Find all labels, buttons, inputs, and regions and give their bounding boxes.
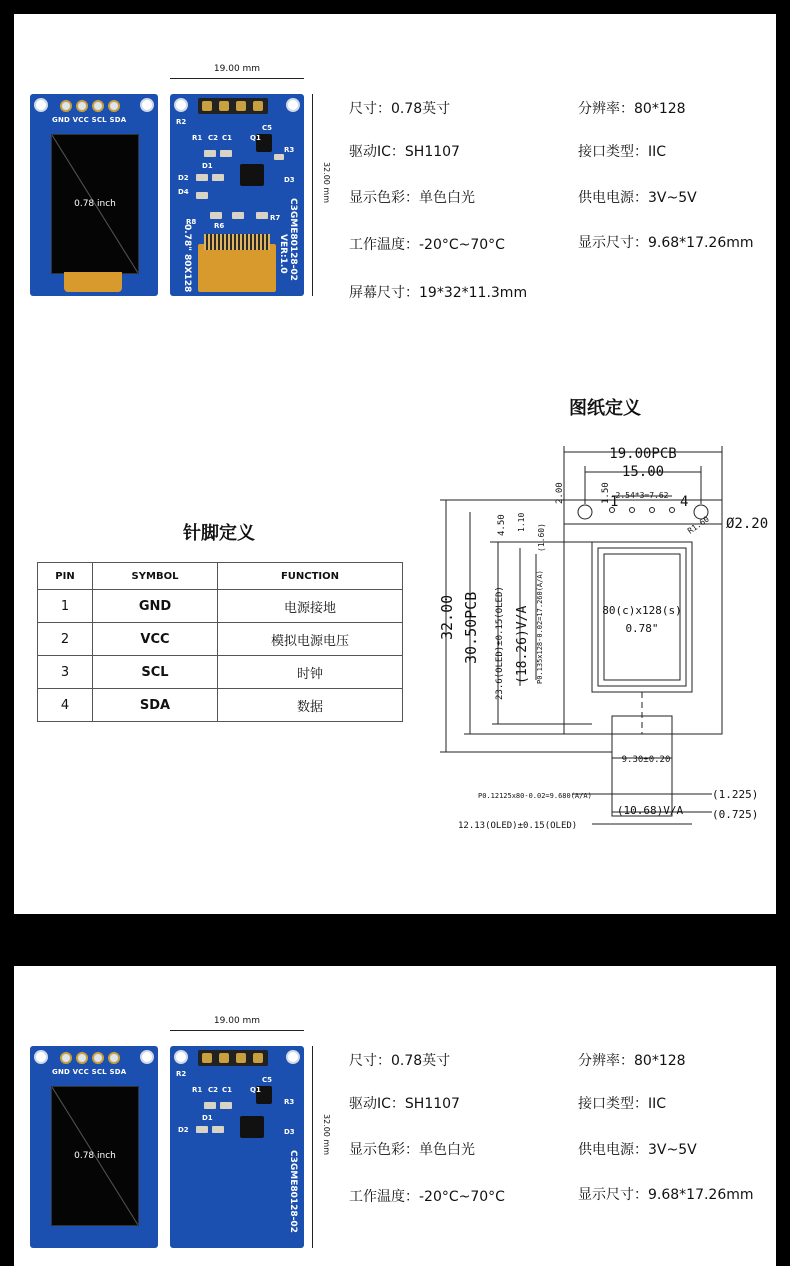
silk-label: C1: [222, 134, 233, 142]
table-header-row: [38, 563, 403, 590]
pin-labels: GND VCC SCL SDA: [52, 1068, 127, 1076]
silk-label: R7: [270, 214, 281, 222]
dim-oled-width: 12.13(OLED)±0.15(OLED): [458, 821, 578, 831]
product-panel-1: [14, 14, 776, 914]
pin-hole: [630, 508, 635, 513]
mount-hole: [174, 1050, 188, 1064]
dim-va-height: (18.26)V/A: [515, 605, 530, 684]
dim-height-30-50: 30.50PCB: [462, 591, 480, 664]
dim-0-725: (0.725): [712, 808, 759, 821]
dim-aa-width: P0.12125x80-0.02=9.680(A/A): [478, 792, 592, 800]
capacitor: [220, 1102, 232, 1109]
table-row: [38, 623, 403, 656]
silk-label: D3: [284, 1128, 295, 1136]
regulator-chip: [240, 164, 264, 186]
dim-hole-diameter: Ø2.20: [726, 516, 769, 532]
fpc-connector: [198, 244, 276, 292]
dim-oled-height: 23.6(OLED)±0.15(OLED): [495, 586, 505, 700]
dim-1-60: (1.60): [537, 523, 546, 552]
silk-label: R8: [186, 218, 197, 226]
module-front-image: [30, 94, 158, 296]
silk-label: R2: [176, 118, 187, 126]
header-pin: [108, 1052, 120, 1064]
oled-screen: [51, 1086, 139, 1226]
module-back-image: [170, 94, 304, 296]
viewing-area: [598, 548, 686, 686]
resolution-label: 80(c)x128(s): [602, 604, 682, 617]
active-area: [604, 554, 680, 680]
dim-1-10: 1.10: [517, 512, 526, 532]
silk-size: 0.78" 80X128: [182, 224, 192, 293]
silk-label: C2: [208, 1086, 219, 1094]
height-dimension: [306, 1046, 332, 1248]
height-dimension-label: 32.00 mm: [322, 161, 332, 204]
pcb-outline: [564, 500, 722, 734]
dim-va-width: (10.68)V/A: [616, 804, 684, 817]
spec-temperature: 工作温度：-20°C~70°C: [349, 1189, 505, 1205]
pin-number: 1: [38, 590, 93, 623]
dim-1-225: (1.225): [712, 788, 759, 801]
dim-radius: R1.60: [685, 514, 711, 536]
spec-resolution: 分辨率：80*128: [578, 1053, 686, 1069]
dimension-drawing: [422, 424, 772, 844]
pin-table-title: 针脚定义: [183, 523, 255, 544]
header-pin: [60, 100, 72, 112]
pin-table: [37, 562, 403, 722]
module-back-image: [170, 1046, 304, 1248]
silk-label: R1: [192, 134, 203, 142]
silk-label: R3: [284, 1098, 295, 1106]
table-row: [38, 656, 403, 689]
spec-power: 供电电源：3V~5V: [578, 1142, 697, 1158]
spec-screen-size: 屏幕尺寸：19*32*11.3mm: [349, 285, 528, 301]
spec-power: 供电电源：3V~5V: [578, 190, 697, 206]
mount-hole: [34, 98, 48, 112]
pin-hole: [650, 508, 655, 513]
mount-hole: [286, 98, 300, 112]
capacitor: [204, 1102, 216, 1109]
dim-height-32: 32.00: [438, 594, 456, 640]
silk-label: C5: [262, 1076, 273, 1084]
capacitor: [220, 150, 232, 157]
oled-screen: [51, 134, 139, 274]
pin-symbol: VCC: [93, 623, 218, 656]
dim-pitch: 2.54*3=7.62: [615, 491, 669, 500]
pin-function: 时钟: [218, 656, 403, 689]
width-dimension: [170, 1016, 304, 1032]
resistor: [274, 154, 284, 160]
mount-hole: [34, 1050, 48, 1064]
spec-driver-ic: 驱动IC：SH1107: [349, 144, 460, 160]
silk-label: D2: [178, 174, 189, 182]
oled-outline: [592, 542, 692, 692]
pin-number: 2: [38, 623, 93, 656]
header-pin: [60, 1052, 72, 1064]
dim-aa-height: P0.135x128-0.02=17.260(A/A): [536, 570, 544, 684]
pin-header: [198, 1050, 268, 1066]
silk-label: D1: [202, 1114, 213, 1122]
dim-1-50: 1.50: [601, 482, 611, 504]
dim-inner-width: 15.00: [621, 464, 665, 480]
drawing-title: 图纸定义: [569, 398, 641, 419]
pin1-label: 1: [610, 494, 619, 510]
resistor: [212, 174, 224, 181]
silk-label: C2: [208, 134, 219, 142]
silk-label: R3: [284, 146, 295, 154]
silk-label: D4: [178, 188, 189, 196]
height-dimension-label: 32.00 mm: [322, 1113, 332, 1156]
silk-version: VER:1.0: [278, 234, 288, 274]
resistor: [232, 212, 244, 219]
pin-function: 模拟电源电压: [218, 623, 403, 656]
silk-label: R2: [176, 1070, 187, 1078]
spec-color: 显示色彩：单色白光: [349, 1142, 475, 1158]
mount-hole: [140, 98, 154, 112]
silk-label: R6: [214, 222, 225, 230]
pin-number: 3: [38, 656, 93, 689]
silk-model-number: C3GME80128-02: [288, 1150, 298, 1233]
capacitor: [256, 212, 268, 219]
resistor: [210, 212, 222, 219]
silk-label: D3: [284, 176, 295, 184]
mount-hole: [140, 1050, 154, 1064]
spec-temperature: 工作温度：-20°C~70°C: [349, 237, 505, 253]
spec-resolution: 分辨率：80*128: [578, 101, 686, 117]
mount-hole-left: [578, 505, 592, 519]
pin-header: [198, 98, 268, 114]
header-function: FUNCTION: [218, 563, 403, 590]
dim-2-00: 2.00: [555, 482, 565, 504]
dim-4-50: 4.50: [497, 514, 507, 536]
mount-hole: [286, 1050, 300, 1064]
dim-pcb-width: 19.00PCB: [609, 446, 677, 462]
table-row: [38, 590, 403, 623]
table-row: [38, 689, 403, 722]
spec-interface: 接口类型：IIC: [578, 1096, 667, 1112]
pin-symbol: SCL: [93, 656, 218, 689]
pin4-label: 4: [680, 494, 689, 510]
silk-model-number: C3GME80128-02: [288, 198, 298, 281]
flex-cable: [64, 272, 122, 292]
dim-9-30: 9.30±0.20: [621, 755, 671, 765]
pin-labels: GND VCC SCL SDA: [52, 116, 127, 124]
resistor: [196, 1126, 208, 1133]
spec-color: 显示色彩：单色白光: [349, 190, 475, 206]
width-dimension: [170, 64, 304, 80]
spec-driver-ic: 驱动IC：SH1107: [349, 1096, 460, 1112]
spec-size: 尺寸：0.78英寸: [349, 101, 451, 117]
screen-size-label: 0.78 inch: [74, 1151, 116, 1161]
pin-function: 电源接地: [218, 590, 403, 623]
pin-number: 4: [38, 689, 93, 722]
resistor: [212, 1126, 224, 1133]
silk-label: D2: [178, 1126, 189, 1134]
header-pin: [108, 100, 120, 112]
silk-label: D1: [202, 162, 213, 170]
height-dimension: [306, 94, 332, 296]
mount-hole: [174, 98, 188, 112]
header-pin: [92, 100, 104, 112]
flex-tail: [612, 716, 672, 816]
size-label: 0.78": [625, 622, 659, 635]
fpc-contacts: [204, 234, 270, 250]
resistor: [196, 192, 208, 199]
header-pin: PIN: [38, 563, 93, 590]
pin-hole: [670, 508, 675, 513]
spec-interface: 接口类型：IIC: [578, 144, 667, 160]
silk-label: C5: [262, 124, 273, 132]
spec-size: 尺寸：0.78英寸: [349, 1053, 451, 1069]
silk-label: R1: [192, 1086, 203, 1094]
product-panel-2: [14, 966, 776, 1266]
capacitor: [204, 150, 216, 157]
header-pin: [76, 1052, 88, 1064]
header-symbol: SYMBOL: [93, 563, 218, 590]
silk-label: Q1: [250, 134, 261, 142]
width-dimension-label: 19.00 mm: [213, 64, 261, 74]
pin-symbol: SDA: [93, 689, 218, 722]
spec-display-size: 显示尺寸：9.68*17.26mm: [578, 235, 754, 251]
header-pin: [92, 1052, 104, 1064]
regulator-chip: [240, 1116, 264, 1138]
silk-label: C1: [222, 1086, 233, 1094]
header-pin: [76, 100, 88, 112]
pin-symbol: GND: [93, 590, 218, 623]
screen-size-label: 0.78 inch: [74, 199, 116, 209]
module-front-image: [30, 1046, 158, 1248]
pin-function: 数据: [218, 689, 403, 722]
resistor: [196, 174, 208, 181]
silk-label: Q1: [250, 1086, 261, 1094]
spec-display-size: 显示尺寸：9.68*17.26mm: [578, 1187, 754, 1203]
width-dimension-label: 19.00 mm: [213, 1016, 261, 1026]
